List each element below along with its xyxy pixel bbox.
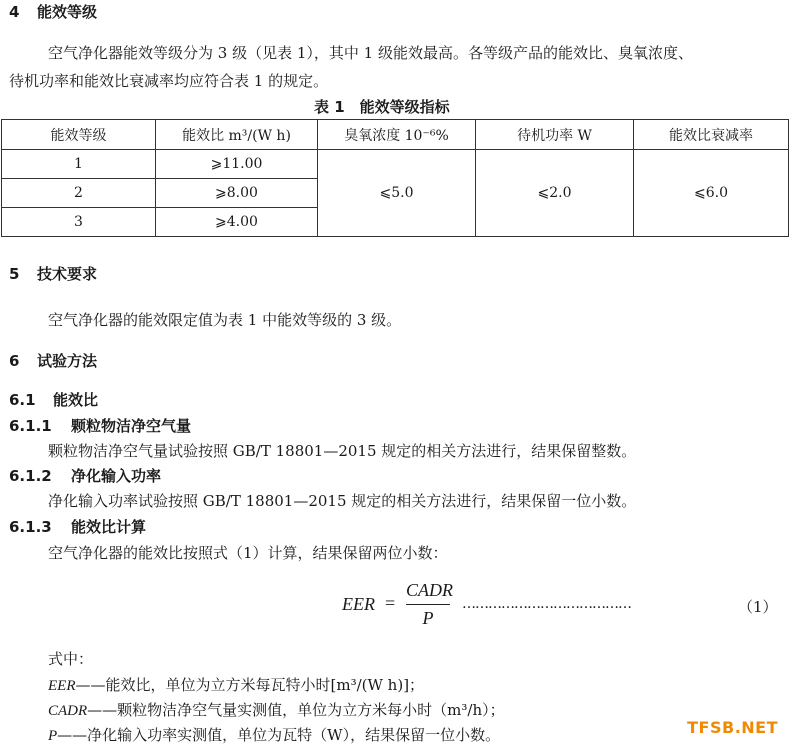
subsection-6-1-3-heading [9,516,146,537]
paragraph-line: 颗粒物洁净空气量试验按照 GB/T 18801—2015 规定的相关方法进行，结果保留整数。 [48,442,637,460]
definition-line [48,699,505,720]
ozone-cell: ⩽5.0 [318,150,476,237]
section-title: 技术要求 [37,265,98,283]
formula-lhs: EER [342,594,375,614]
section-4-heading [9,1,97,22]
table-caption: 表 1 能效等级指标 [314,98,450,116]
formula-numerator: CADR [406,580,453,600]
eer-cell: ⩾8.00 [156,179,318,208]
table-header-row [2,120,789,150]
formula-number: （1） [738,598,778,616]
paragraph-line: 待机功率和能效比衰减率均应符合表 1 的规定。 [9,72,329,90]
subsection-6-1-heading [9,389,98,410]
section-title: 净化输入功率 [71,467,162,485]
definition-text: ——能效比，单位为立方米每瓦特小时[m³/(W h)]； [75,676,425,694]
formula-equals: = [385,593,396,613]
paragraph-line: 净化输入功率试验按照 GB/T 18801—2015 规定的相关方法进行，结果保留一位小数。 [48,492,637,510]
grade-cell: 3 [2,208,156,237]
table-row [2,150,789,179]
eer-cell: ⩾4.00 [156,208,318,237]
formula-leader-dots: ………………………………… [462,596,631,612]
section-title: 能效比 [53,391,99,409]
formula-fraction [406,580,453,629]
symbol: P [48,728,58,744]
section-title: 能效等级 [37,3,98,21]
table-header-cell: 能效比 m³/(W h) [156,120,318,150]
fraction-bar [406,604,450,605]
grade-cell: 1 [2,150,156,179]
section-5-heading [9,263,97,284]
symbol: EER [48,678,76,694]
section-number: 6.1.1 [9,417,52,435]
section-number: 6.1.2 [9,467,52,485]
section-number: 5 [9,265,20,283]
section-number: 4 [9,3,20,21]
paragraph-line: 空气净化器的能效比按照式（1）计算，结果保留两位小数： [48,544,448,562]
definition-text: ——净化输入功率实测值，单位为瓦特（W），结果保留一位小数。 [57,726,501,744]
formula-denominator: P [422,608,434,628]
definition-text: ——颗粒物洁净空气量实测值，单位为立方米每小时（m³/h）； [87,701,505,719]
table-header-cell: 待机功率 W [476,120,634,150]
paragraph-line: 空气净化器能效等级分为 3 级（见表 1），其中 1 级能效最高。各等级产品的能效比、臭氧浓度、 [48,44,693,62]
eer-cell: ⩾11.00 [156,150,318,179]
grade-cell: 2 [2,179,156,208]
table-header-cell: 能效等级 [2,120,156,150]
symbol: CADR [48,703,88,719]
section-title: 颗粒物洁净空气量 [71,417,192,435]
section-number: 6.1 [9,391,36,409]
site-watermark: TFSB.NET [687,718,778,737]
decay-rate-cell: ⩽6.0 [634,150,789,237]
section-title: 试验方法 [37,352,98,370]
where-label: 式中： [48,650,94,668]
table-header-cell: 能效比衰减率 [634,120,789,150]
definition-line [48,674,424,695]
subsection-6-1-2-heading [9,465,161,486]
definition-line [48,724,500,745]
section-title: 能效比计算 [71,518,147,536]
energy-grade-table [1,119,789,237]
section-6-heading [9,350,97,371]
subsection-6-1-1-heading [9,415,191,436]
paragraph-line: 空气净化器的能效限定值为表 1 中能效等级的 3 级。 [48,311,402,329]
section-number: 6.1.3 [9,518,52,536]
table-header-cell: 臭氧浓度 10⁻⁶% [318,120,476,150]
standby-power-cell: ⩽2.0 [476,150,634,237]
section-number: 6 [9,352,20,370]
